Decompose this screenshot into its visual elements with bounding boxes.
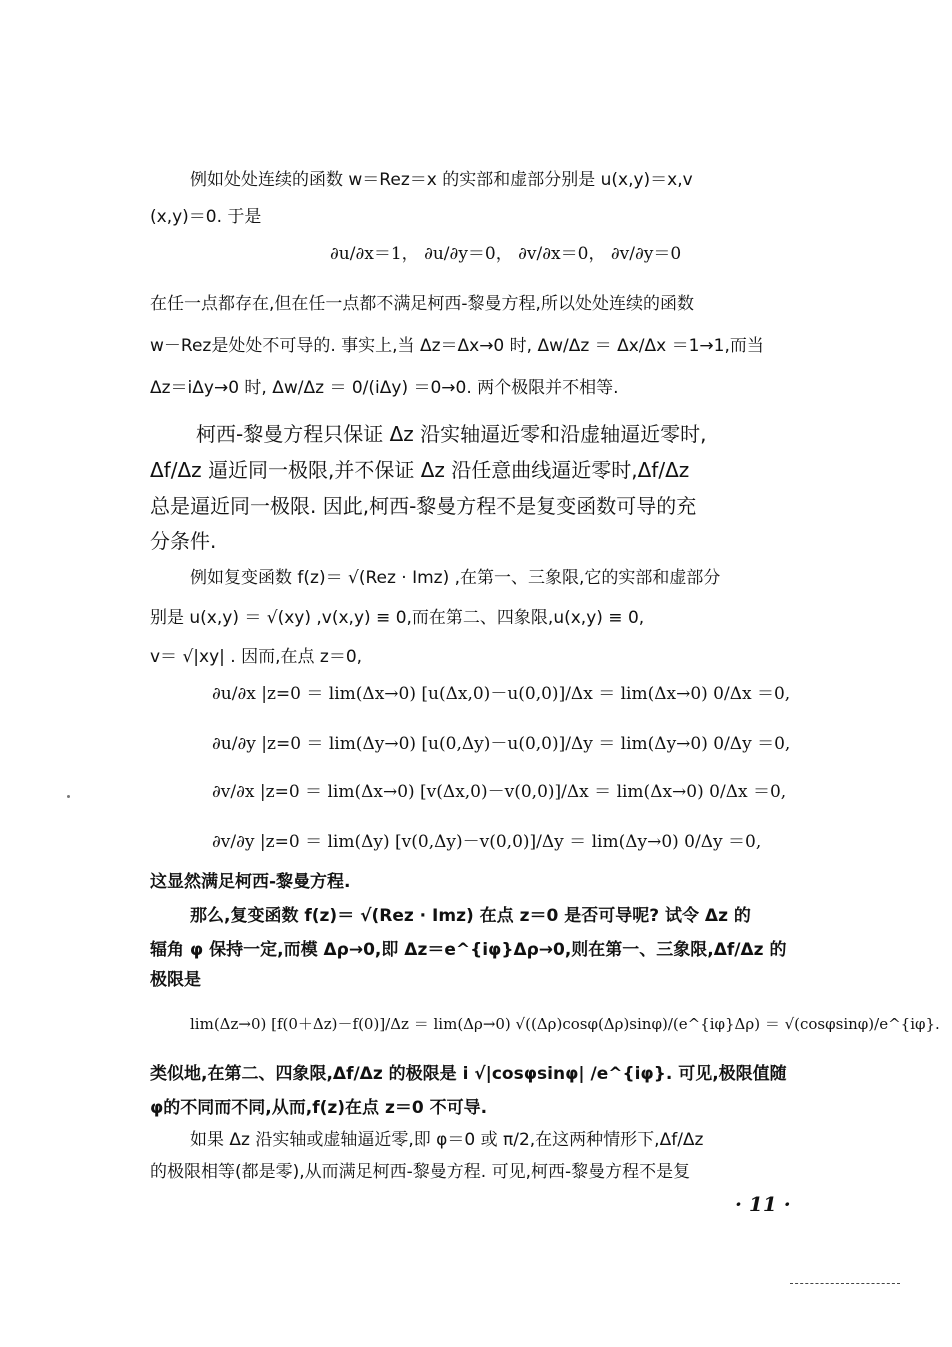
paragraph-4-line-2: 别是 u(x,y) ＝ √(xy) ,v(x,y) ≡ 0,而在第二、四象限,u(x,y) ≡ 0, [150, 608, 645, 628]
paragraph-6-line-3: 极限是 [150, 970, 201, 990]
paragraph-3-line-4: 分条件. [150, 529, 217, 553]
equation-partials-rez: ∂u/∂x＝1， ∂u/∂y＝0， ∂v/∂x＝0， ∂v/∂y＝0 [330, 244, 682, 264]
paragraph-5-line-1: 这显然满足柯西-黎曼方程. [150, 872, 351, 892]
equation-du-dy: ∂u/∂y |z=0 ＝ lim(Δy→0) [u(0,Δy)－u(0,0)]/Δy ＝ lim(Δy→0) 0/Δy ＝0, [212, 734, 791, 754]
paragraph-4-line-3: v＝ √|xy| . 因而,在点 z＝0, [150, 647, 363, 667]
scan-mark-dot [67, 795, 70, 798]
paragraph-7-line-2: φ的不同而不同,从而,f(z)在点 z＝0 不可导. [150, 1098, 488, 1118]
paragraph-8-line-1: 如果 Δz 沿实轴或虚轴逼近零,即 φ＝0 或 π/2,在这两种情形下,Δf/Δz [190, 1130, 704, 1150]
paragraph-6-line-2: 辐角 φ 保持一定,而模 Δρ→0,即 Δz＝e^{iφ}Δρ→0,则在第一、三象限,Δf/Δz 的 [150, 940, 787, 960]
scan-mark-dash [790, 1283, 900, 1284]
paragraph-6-line-1: 那么,复变函数 f(z)＝ √(Rez · Imz) 在点 z＝0 是否可导呢? 试令 Δz 的 [190, 906, 751, 926]
page-number: · 11 · [735, 1192, 791, 1216]
paragraph-7-line-1: 类似地,在第二、四象限,Δf/Δz 的极限是 i √|cosφsinφ| /e^{iφ}. 可见,极限值随 [150, 1064, 787, 1084]
equation-dv-dx: ∂v/∂x |z=0 ＝ lim(Δx→0) [v(Δx,0)－v(0,0)]/Δx ＝ lim(Δx→0) 0/Δx ＝0, [212, 782, 787, 802]
paragraph-2-line-2: w－Rez是处处不可导的. 事实上,当 Δz＝Δx→0 时, Δw/Δz ＝ Δx/Δx ＝1→1,而当 [150, 336, 764, 356]
equation-du-dx: ∂u/∂x |z=0 ＝ lim(Δx→0) [u(Δx,0)－u(0,0)]/Δx ＝ lim(Δx→0) 0/Δx ＝0, [212, 684, 791, 704]
paragraph-8-line-2: 的极限相等(都是零),从而满足柯西-黎曼方程. 可见,柯西-黎曼方程不是复 [150, 1162, 691, 1182]
paragraph-1-line-1: 例如处处连续的函数 w＝Rez＝x 的实部和虚部分别是 u(x,y)＝x,v [190, 170, 693, 190]
paragraph-2-line-3: Δz＝iΔy→0 时, Δw/Δz ＝ 0/(iΔy) ＝0→0. 两个极限并不相等. [150, 378, 619, 398]
equation-limit-f: lim(Δz→0) [f(0＋Δz)－f(0)]/Δz ＝ lim(Δρ→0) √((Δρ)cosφ(Δρ)sinφ)/(e^{iφ}Δρ) ＝ √(cosφsinφ)/e^{iφ}. [190, 1015, 940, 1033]
paragraph-3-line-3: 总是逼近同一极限. 因此,柯西-黎曼方程不是复变函数可导的充 [150, 494, 697, 518]
paragraph-3-line-1: 柯西-黎曼方程只保证 Δz 沿实轴逼近零和沿虚轴逼近零时, [196, 422, 707, 446]
paragraph-4-line-1: 例如复变函数 f(z)＝ √(Rez · Imz) ,在第一、三象限,它的实部和虚部分 [190, 568, 721, 588]
paragraph-2-line-1: 在任一点都存在,但在任一点都不满足柯西-黎曼方程,所以处处连续的函数 [150, 294, 694, 314]
equation-dv-dy: ∂v/∂y |z=0 ＝ lim(Δy) [v(0,Δy)－v(0,0)]/Δy ＝ lim(Δy→0) 0/Δy ＝0, [212, 832, 762, 852]
paragraph-3-line-2: Δf/Δz 逼近同一极限,并不保证 Δz 沿任意曲线逼近零时,Δf/Δz [150, 458, 690, 482]
paragraph-1-line-2: (x,y)＝0. 于是 [150, 207, 262, 227]
